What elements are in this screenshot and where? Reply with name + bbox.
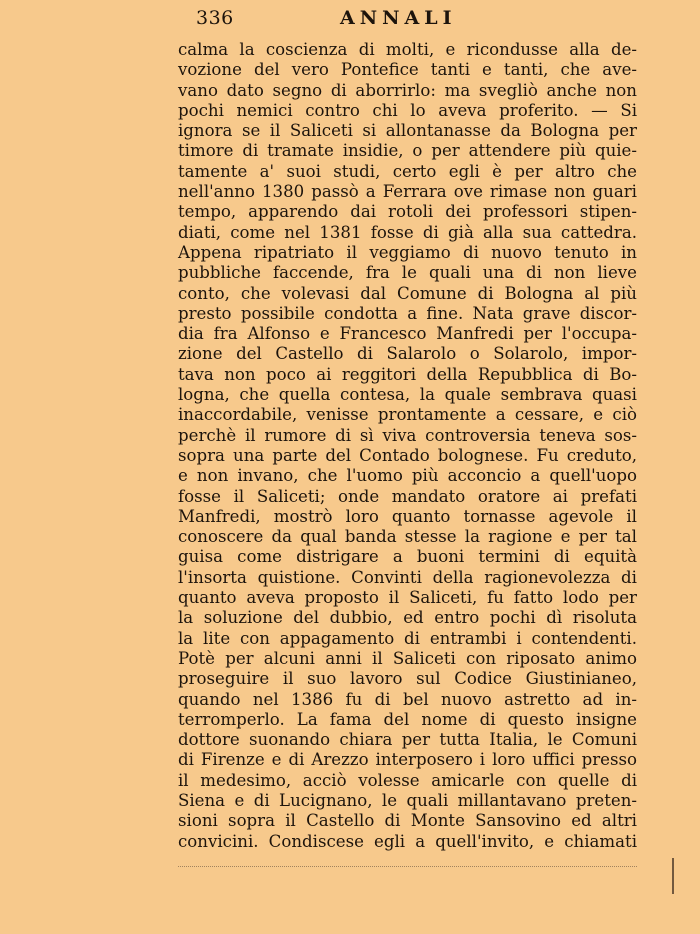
page-header (0, 4, 700, 30)
text-line: Potè per alcuni anni il Saliceti con riposato animo (178, 648, 637, 668)
text-line: terromperlo. La fama del nome di questo insigne (178, 709, 637, 729)
page-number: 336 (196, 7, 234, 29)
text-line: l'insorta quistione. Convinti della ragionevolezza di (178, 567, 637, 587)
text-line: tempo, apparendo dai rotoli dei professori stipen- (178, 202, 637, 222)
text-line: timore di tramate insidie, o per attendere più quie- (178, 141, 637, 161)
text-line: pochi nemici contro chi lo aveva proferito. — Si (178, 100, 637, 120)
text-line: tava non poco ai reggitori della Repubblica di Bo- (178, 364, 637, 384)
text-line: presto possibile condotta a fine. Nata grave discor- (178, 303, 637, 323)
text-line: sioni sopra il Castello di Monte Sansovino ed altri (178, 811, 637, 831)
text-line: conoscere da qual banda stesse la ragione e per tal (178, 527, 637, 547)
text-line: e non invano, che l'uomo più acconcio a quell'uopo (178, 466, 637, 486)
text-line: proseguire il suo lavoro sul Codice Giustinianeo, (178, 669, 637, 689)
text-line: la soluzione del dubbio, ed entro pochi dì risoluta (178, 608, 637, 628)
text-line: Siena e di Lucignano, le quali millantavano preten- (178, 790, 637, 810)
text-line: tamente a' suoi studi, certo egli è per altro che (178, 161, 637, 181)
text-line: nell'anno 1380 passò a Ferrara ove rimase non guari (178, 182, 637, 202)
footer-rule (178, 866, 637, 867)
text-line: diati, come nel 1381 fosse di già alla sua cattedra. (178, 222, 637, 242)
body-text (178, 40, 637, 852)
text-line: il medesimo, acciò volesse amicarle con quelle di (178, 770, 637, 790)
text-line: di Firenze e di Arezzo interposero i loro uffici presso (178, 750, 637, 770)
text-line: logna, che quella contesa, la quale sembrava quasi (178, 385, 637, 405)
text-line: vano dato segno di aborrirlo: ma svegliò anche non (178, 80, 637, 100)
text-line: Manfredi, mostrò loro quanto tornasse agevole il (178, 506, 637, 526)
text-line: vozione del vero Pontefice tanti e tanti, che ave- (178, 60, 637, 80)
text-line: guisa come distrigare a buoni termini di equità (178, 547, 637, 567)
text-line: conto, che volevasi dal Comune di Bologna al più (178, 283, 637, 303)
text-line: la lite con appagamento di entrambi i contendenti. (178, 628, 637, 648)
text-line: quando nel 1386 fu di bel nuovo astretto ad in- (178, 689, 637, 709)
text-line: dottore suonando chiara per tutta Italia, le Comuni (178, 730, 637, 750)
text-line: quanto aveva proposto il Saliceti, fu fatto lodo per (178, 588, 637, 608)
text-line: pubbliche faccende, fra le quali una di non lieve (178, 263, 637, 283)
text-line: zione del Castello di Salarolo o Solarolo, impor- (178, 344, 637, 364)
text-line: perchè il rumore di sì viva controversia teneva sos- (178, 425, 637, 445)
text-line: inaccordabile, venisse prontamente a cessare, e ciò (178, 405, 637, 425)
text-line: fosse il Saliceti; onde mandato oratore ai prefati (178, 486, 637, 506)
text-line: ignora se il Saliceti si allontanasse da Bologna per (178, 121, 637, 141)
running-title: ANNALI (340, 7, 457, 29)
text-line: sopra una parte del Contado bolognese. Fu creduto, (178, 445, 637, 465)
text-line: convicini. Condiscese egli a quell'invito, e chiamati (178, 831, 637, 851)
text-line: dia fra Alfonso e Francesco Manfredi per l'occupa- (178, 324, 637, 344)
text-line: calma la coscienza di molti, e ricondusse alla de- (178, 40, 637, 59)
margin-mark (672, 858, 674, 894)
text-line: Appena ripatriato il veggiamo di nuovo tenuto in (178, 242, 637, 262)
